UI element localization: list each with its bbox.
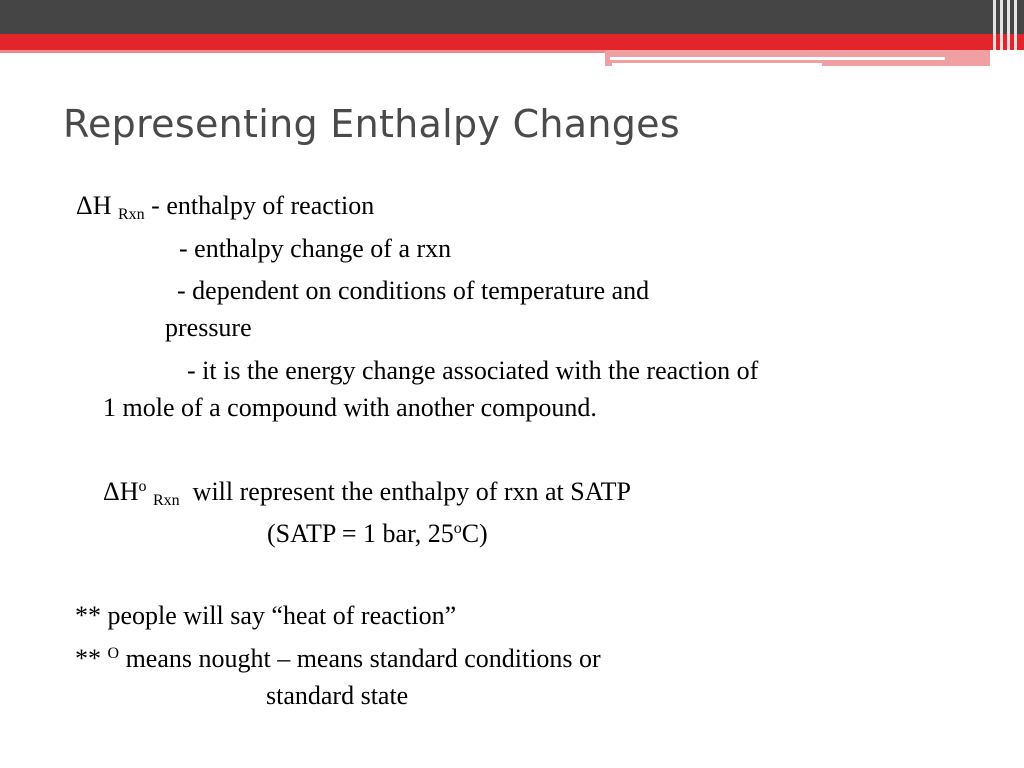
body-line: - dependent on conditions of temperature and xyxy=(177,276,650,305)
nought-superscript: o xyxy=(138,478,147,495)
body-line: 1 mole of a compound with another compound. xyxy=(103,393,597,422)
note-line xyxy=(75,644,601,678)
header-red-bar xyxy=(0,34,1024,50)
slide-title: Representing Enthalpy Changes xyxy=(63,102,680,146)
nought-superscript: O xyxy=(107,645,120,662)
header-dark-bar xyxy=(0,0,1024,34)
satp-definition-line xyxy=(267,519,488,553)
body-line: - it is the energy change associated with the reaction of xyxy=(187,356,759,385)
header-pink-line xyxy=(612,63,822,66)
definition-line xyxy=(76,191,374,225)
header-vertical-stripe xyxy=(1000,0,1003,66)
definition-text: - enthalpy of reaction xyxy=(144,191,375,220)
rxn-subscript: Rxn xyxy=(118,206,145,223)
note-text: means nought – means standard conditions or xyxy=(119,644,601,673)
note-line: ** people will say “heat of reaction” xyxy=(75,601,457,630)
body-line: pressure xyxy=(165,313,252,342)
header-vertical-stripe xyxy=(1007,0,1010,66)
body-line: - enthalpy change of a rxn xyxy=(179,234,452,263)
rxn-subscript: Rxn xyxy=(153,492,180,509)
satp-text: (SATP = 1 bar, 25 xyxy=(267,519,454,548)
bullet-line xyxy=(103,477,631,511)
satp-text: C) xyxy=(461,519,488,548)
header-vertical-stripe xyxy=(993,0,996,66)
header-vertical-stripe xyxy=(1014,0,1017,66)
note-line: standard state xyxy=(266,681,409,710)
delta-h-symbol: ΔH xyxy=(76,191,112,220)
degree-superscript: o xyxy=(453,520,462,537)
header-pink-line xyxy=(610,57,945,60)
header-red-underline xyxy=(0,50,605,53)
satp-text: will represent the enthalpy of rxn at SATP xyxy=(192,477,631,506)
delta-h-symbol: ΔH xyxy=(103,477,139,506)
note-prefix: ** xyxy=(75,644,108,673)
